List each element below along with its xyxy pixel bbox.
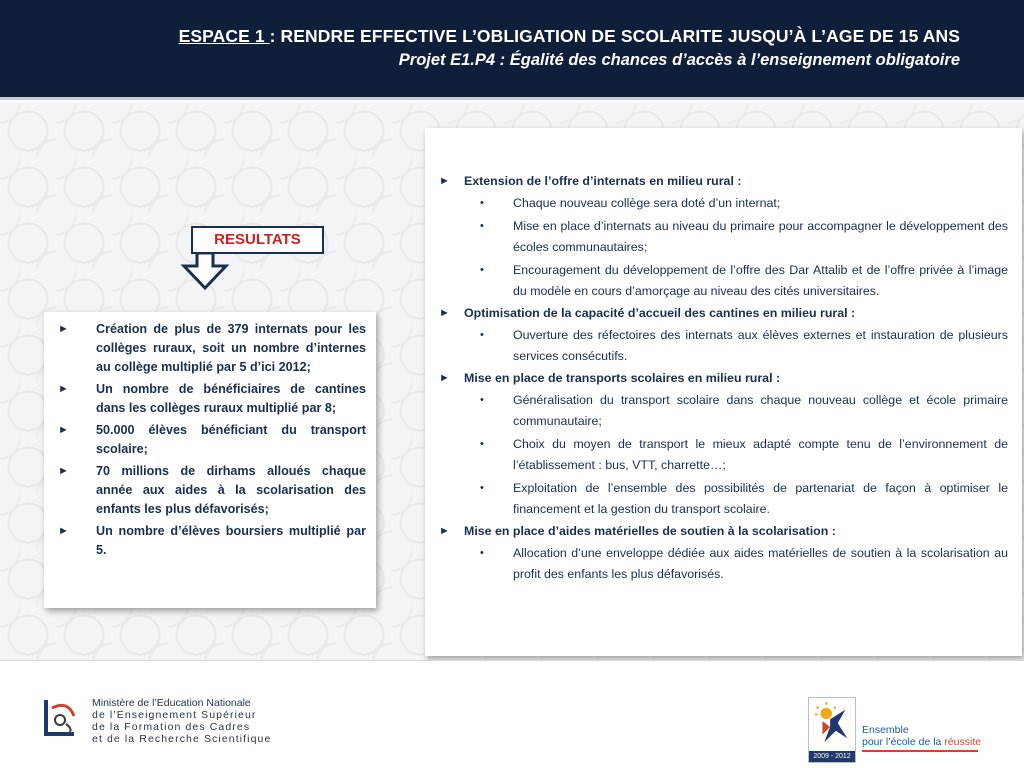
measure-item xyxy=(478,390,1008,432)
bullet-dot-icon: • xyxy=(480,394,484,406)
measures-box xyxy=(425,128,1022,656)
ensemble-slogan xyxy=(862,724,981,748)
section-title-text: Mise en place d’aides matérielles de soutien à la scolarisation : xyxy=(464,524,836,538)
title-rest: : RENDRE EFFECTIVE L’OBLIGATION DE SCOLARITE JUSQU’À L’AGE DE 15 ANS xyxy=(269,26,960,46)
section-title-text: Optimisation de la capacité d’accueil des cantines en milieu rural : xyxy=(464,306,856,320)
result-item xyxy=(58,522,366,560)
bullet-arrow-icon: ► xyxy=(439,372,450,384)
result-text: 50.000 élèves bénéficiant du transport scolaire; xyxy=(96,423,366,456)
ministry-name xyxy=(92,697,271,745)
bullet-dot-icon: • xyxy=(480,547,484,559)
section-title xyxy=(439,369,1008,388)
result-item xyxy=(58,380,366,418)
measure-text: Encouragement du développement de l’offre des Dar Attalib et de l’offre privée à l’image du modèle en cours d’amorçage au niveau des cités universitaires. xyxy=(513,263,1008,298)
bullet-arrow-icon: ► xyxy=(58,525,69,537)
down-arrow-icon xyxy=(180,252,230,292)
ensemble-years: 2009 - 2012 xyxy=(809,751,855,762)
result-item xyxy=(58,320,366,377)
section-bullets xyxy=(439,543,1008,585)
measure-text: Choix du moyen de transport le mieux adapté compte tenu de l’environnement de l’établissement : bus, VTT, charrette…; xyxy=(513,437,1008,472)
bullet-dot-icon: • xyxy=(480,482,484,494)
results-box xyxy=(44,312,376,608)
measure-text: Mise en place d’internats au niveau du primaire pour accompagner le développement des écoles communautaires; xyxy=(513,219,1008,254)
section-bullets xyxy=(439,325,1008,367)
page-subtitle: Projet E1.P4 : Égalité des chances d’accès à l’enseignement obligatoire xyxy=(398,51,960,69)
bullet-dot-icon: • xyxy=(480,329,484,341)
section-bullets xyxy=(439,193,1008,302)
ministry-line-4: et de la Recherche Scientifique xyxy=(92,733,272,745)
measure-text: Allocation d’une enveloppe dédiée aux aides matérielles de soutien à la scolarisation au profit des enfants les plus défavorisés. xyxy=(513,546,1008,581)
resultats-label: RESULTATS xyxy=(191,226,324,254)
bullet-dot-icon: • xyxy=(480,438,484,450)
bullet-arrow-icon: ► xyxy=(58,424,69,436)
result-item xyxy=(58,421,366,459)
measure-section xyxy=(439,304,1008,367)
section-bullets xyxy=(439,390,1008,520)
ensemble-line-2a: pour l’école de la xyxy=(862,736,945,748)
measure-item xyxy=(478,434,1008,476)
bullet-arrow-icon: ► xyxy=(58,383,69,395)
result-text: Un nombre d’élèves boursiers multiplié par 5. xyxy=(96,524,366,557)
bullet-arrow-icon: ► xyxy=(439,525,450,537)
bullet-dot-icon: • xyxy=(480,264,484,276)
ministry-logo-icon xyxy=(36,694,82,740)
ensemble-line-2b: réussite xyxy=(944,736,982,748)
results-list xyxy=(58,320,366,560)
measure-item xyxy=(478,260,1008,302)
ensemble-line-2 xyxy=(862,736,981,748)
ministry-line-3: de la Formation des Cadres xyxy=(92,721,251,733)
measure-text: Généralisation du transport scolaire dans chaque nouveau collège et école primaire communautaire; xyxy=(513,393,1008,428)
measure-item xyxy=(478,216,1008,258)
section-title xyxy=(439,172,1008,191)
result-text: Un nombre de bénéficiaires de cantines dans les collèges ruraux multiplié par 8; xyxy=(96,382,366,415)
bullet-arrow-icon: ► xyxy=(58,465,69,477)
measure-item xyxy=(478,543,1008,585)
result-text: Création de plus de 379 internats pour les collèges ruraux, soit un nombre d’internes au collège multiplié par 5 d’ici 2012; xyxy=(96,322,366,374)
bullet-arrow-icon: ► xyxy=(439,307,450,319)
measure-section xyxy=(439,172,1008,302)
section-title xyxy=(439,304,1008,323)
measure-section xyxy=(439,522,1008,585)
measure-item xyxy=(478,193,1008,214)
result-item xyxy=(58,462,366,519)
bullet-dot-icon: • xyxy=(480,197,484,209)
measure-text: Ouverture des réfectoires des internats aux élèves externes et instauration de plusieurs services consécutifs. xyxy=(513,328,1008,363)
header-banner xyxy=(0,0,1024,100)
measure-item xyxy=(478,325,1008,367)
footer xyxy=(0,660,1024,768)
ministry-line-2: de l’Enseignement Supérieur xyxy=(92,709,257,721)
ministry-line-1: Ministère de l’Education Nationale xyxy=(92,697,251,709)
section-title-text: Mise en place de transports scolaires en milieu rural : xyxy=(464,371,781,385)
bullet-arrow-icon: ► xyxy=(58,323,69,335)
page-title xyxy=(0,26,960,47)
section-title-text: Extension de l’offre d’internats en milieu rural : xyxy=(464,174,742,188)
measure-text: Exploitation de l’ensemble des possibilités de partenariat de façon à optimiser le financement et la gestion du transport scolaire. xyxy=(513,481,1008,516)
ensemble-line-1: Ensemble xyxy=(862,724,909,736)
result-text: 70 millions de dirhams alloués chaque année aux aides à la scolarisation des enfants les plus défavorisés; xyxy=(96,464,366,516)
section-title xyxy=(439,522,1008,541)
ensemble-logo xyxy=(808,697,856,763)
bullet-arrow-icon: ► xyxy=(439,175,450,187)
bullet-dot-icon: • xyxy=(480,220,484,232)
sun-figure-icon xyxy=(809,698,855,751)
ensemble-underline xyxy=(862,750,978,752)
espace-label: ESPACE 1 xyxy=(178,26,270,46)
measure-item xyxy=(478,478,1008,520)
measure-section xyxy=(439,369,1008,520)
measures-list xyxy=(439,172,1008,585)
measure-text: Chaque nouveau collège sera doté d’un internat; xyxy=(513,196,781,210)
